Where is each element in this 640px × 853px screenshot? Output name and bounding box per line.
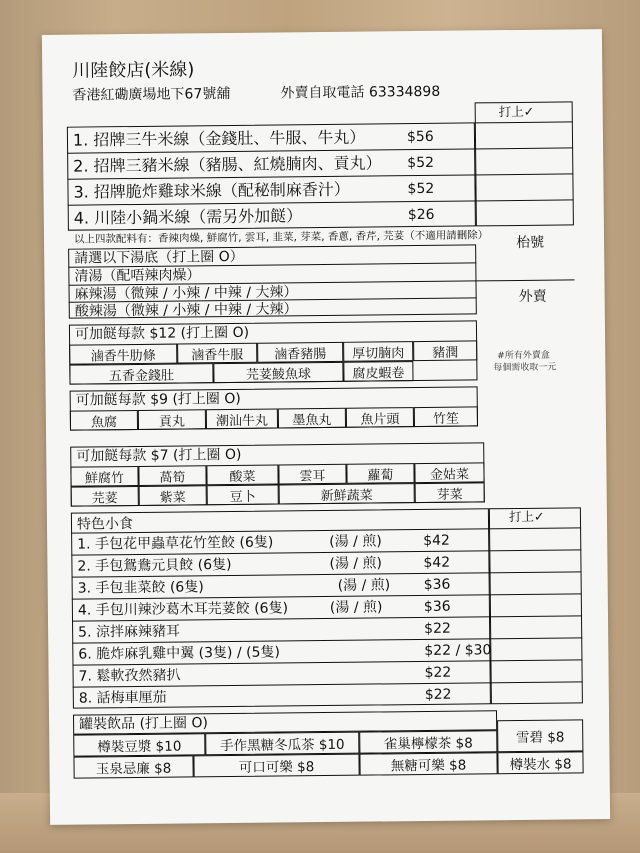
- addon-12-item[interactable]: 滷香牛肋條: [69, 344, 177, 365]
- snack-item-4[interactable]: 4. 手包川辣沙葛木耳芫荽餃 (6隻): [77, 600, 289, 619]
- snack-item-1[interactable]: 1. 手包花甲蟲草花竹笙餃 (6隻): [77, 534, 274, 553]
- noodle-item-2[interactable]: 2. 招牌三豬米線（豬腸、紅燒腩肉、貢丸）: [73, 153, 382, 176]
- snack-option-3[interactable]: (湯 / 煎): [337, 577, 391, 594]
- snack-price-7: $22: [424, 664, 452, 681]
- snacks-title: 特色小食: [76, 516, 134, 533]
- addon-12-item[interactable]: 五香金錢肚: [69, 363, 213, 385]
- addon-7-item[interactable]: 金姑菜: [414, 462, 484, 483]
- snack-item-8[interactable]: 8. 話梅車厘茄: [78, 689, 167, 707]
- addon-12-item[interactable]: 芫荽鯪魚球: [213, 362, 343, 383]
- addon-9-item[interactable]: 潮汕牛丸: [206, 409, 278, 430]
- addon-7-item[interactable]: 豆卜: [207, 484, 279, 505]
- addon-12-title: 可加餸每款 $12 (打上圈 O): [74, 324, 250, 343]
- noodle-price-1: $56: [406, 128, 434, 146]
- addon-7-title: 可加餸每款 $7 (打上圈 O): [76, 446, 242, 465]
- addon-9-item[interactable]: 魚腐: [70, 410, 138, 431]
- drink-item[interactable]: 手作黑糖冬瓜茶 $10: [205, 732, 359, 756]
- soup-title: 請選以下湯底（打上圈 O）: [74, 248, 244, 267]
- addon-12-item[interactable]: 腐皮蝦卷: [343, 361, 413, 382]
- tick-label: 打上✓: [498, 103, 535, 120]
- snack-item-5[interactable]: 5. 涼拌麻辣豬耳: [78, 623, 181, 641]
- snack-price-2: $42: [423, 554, 451, 571]
- snack-price-5: $22: [424, 620, 451, 637]
- addon-9-item[interactable]: 竹笙: [414, 406, 478, 427]
- snacks-tick-label: 打上✓: [508, 508, 545, 525]
- addon-9-title: 可加餸每款 $9 (打上圈 O): [75, 390, 241, 409]
- snack-item-6[interactable]: 6. 脆炸麻乳雞中翼 (3隻) / (5隻): [78, 644, 280, 663]
- addon-7-item[interactable]: 蘿蔔: [346, 463, 414, 484]
- addon-12-item[interactable]: 豬潤: [413, 340, 477, 361]
- seat-number-label: 枱號: [515, 234, 545, 251]
- snack-price-8: $22: [424, 686, 452, 703]
- snack-price-3: $36: [423, 576, 451, 593]
- addon-9-item[interactable]: 墨魚丸: [278, 408, 346, 429]
- noodle-tick-column: [475, 101, 574, 226]
- addon-12-item[interactable]: 厚切腩肉: [343, 341, 413, 362]
- noodle-price-4: $26: [407, 206, 435, 224]
- addon-7-item[interactable]: 芽菜: [415, 482, 485, 503]
- drink-item[interactable]: 可口可樂 $8: [193, 754, 359, 778]
- drink-item[interactable]: 雀巢檸檬茶 $8: [359, 730, 497, 753]
- drink-item[interactable]: 無糖可樂 $8: [359, 752, 497, 775]
- snack-item-2[interactable]: 2. 手包鴛鴦元貝餃 (6隻): [77, 556, 232, 575]
- snack-option-2[interactable]: (湯 / 煎): [329, 555, 383, 572]
- snacks-tick-column: [489, 507, 583, 704]
- drink-item[interactable]: 樽裝豆漿 $10: [73, 733, 205, 756]
- drink-item[interactable]: 樽裝水 $8: [497, 751, 583, 774]
- snack-item-7[interactable]: 7. 鬆軟孜然豬扒: [78, 667, 181, 685]
- noodle-item-3[interactable]: 3. 招牌脆炸雞球米線（配秘制麻香汁）: [73, 179, 350, 202]
- addon-7-item[interactable]: 酸菜: [206, 465, 278, 486]
- addon-7-item[interactable]: 紫菜: [139, 485, 207, 506]
- soup-option-clear[interactable]: 清湯（配唔辣肉燥）: [74, 267, 201, 285]
- soup-option-sour-spicy[interactable]: 酸辣湯（微辣 / 小辣 / 中辣 / 大辣）: [74, 301, 298, 320]
- takeaway-box-note-2: 每個需收取一元: [493, 362, 557, 374]
- shop-name: 川陸餃店(米線): [72, 59, 195, 82]
- addon-7-item[interactable]: 萵筍: [138, 465, 206, 486]
- snack-item-3[interactable]: 3. 手包韭菜餃 (6隻): [77, 579, 204, 597]
- addon-7-item[interactable]: 雲耳: [278, 464, 346, 485]
- snack-price-6: $22 / $30: [424, 642, 492, 659]
- snack-price-1: $42: [423, 532, 451, 549]
- shop-address: 香港紅磡廣場地下67號舖: [72, 85, 231, 104]
- snack-price-4: $36: [423, 598, 451, 615]
- drink-item[interactable]: 玉泉忌廉 $8: [73, 755, 193, 778]
- noodle-item-1[interactable]: 1. 招牌三牛米線（金錢肚、牛服、牛丸）: [72, 127, 366, 150]
- addon-7-item[interactable]: 芫荽: [71, 486, 139, 507]
- noodle-price-2: $52: [407, 154, 435, 172]
- noodle-price-3: $52: [407, 180, 435, 198]
- takeaway-box-note-1: #所有外賣盒: [497, 350, 550, 362]
- drinks-title: 罐裝飲品 (打上圈 O): [79, 715, 209, 733]
- addon-12-item[interactable]: 滷香牛服: [177, 343, 257, 364]
- ingredients-note: 以上四款配料有：香辣肉燥, 鮮腐竹, 雲耳, 韭菜, 芽菜, 香蔥, 香芹, 芫荽（不適用請刪除）: [73, 229, 489, 246]
- noodle-item-4[interactable]: 4. 川陸小鍋米線（需另外加餸）: [73, 206, 303, 228]
- menu-sheet: [42, 29, 610, 825]
- drink-item[interactable]: 雪碧 $8: [497, 719, 583, 752]
- soup-option-spicy[interactable]: 麻辣湯（微辣 / 小辣 / 中辣 / 大辣）: [74, 284, 298, 303]
- snack-option-4[interactable]: (湯 / 煎): [329, 599, 383, 616]
- addon-9-item[interactable]: 貢丸: [138, 409, 206, 430]
- takeaway-label: 外賣: [518, 288, 547, 305]
- addon-9-item[interactable]: 魚片頭: [346, 407, 414, 428]
- addon-7-item[interactable]: 新鮮蔬菜: [279, 483, 415, 504]
- phone-number: 外賣自取電話 63334898: [280, 83, 441, 102]
- addon-12-item[interactable]: 滷香豬腸: [257, 342, 343, 363]
- snack-option-1[interactable]: (湯 / 煎): [329, 533, 382, 550]
- addon-7-item[interactable]: 鮮腐竹: [70, 466, 138, 487]
